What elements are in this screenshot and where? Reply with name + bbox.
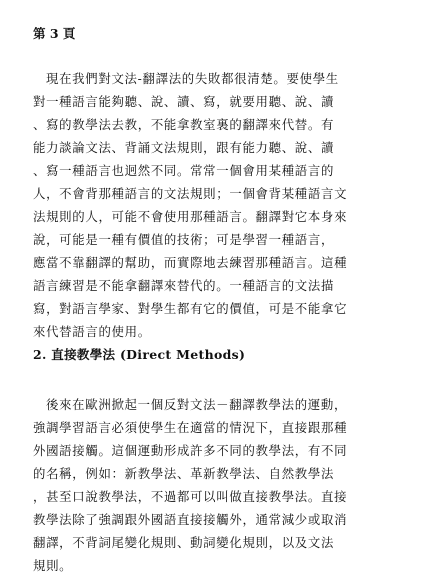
paragraph-line: 、寫一種語言也迥然不同。常常一個會用某種語言的: [33, 163, 335, 178]
paragraph-line: 翻譯，不背詞尾變化規則、動詞變化規則，以及文法: [33, 535, 335, 550]
paragraph-line: 能力談論文法、背誦文法規則，跟有能力聽、說、讀: [33, 140, 335, 155]
paragraph-2: [33, 393, 393, 577]
paragraph-line: 來代替語言的使用。: [33, 324, 151, 339]
paragraph-line: 強調學習語言必須使學生在適當的情況下，直接跟那種: [33, 420, 348, 435]
paragraph-line: 應當不靠翻譯的幫助，而實際地去練習那種語言。這種: [33, 255, 348, 270]
paragraph-line: 、寫的教學法去教，不能拿教室裏的翻譯來代替。有: [33, 117, 335, 132]
paragraph-line: 法規則的人，可能不會使用那種語言。翻譯對它本身來: [33, 209, 348, 224]
paragraph-line: 教學法除了強調跟外國語直接接觸外，通常減少或取消: [33, 512, 348, 527]
paragraph-line: 規則。: [33, 558, 73, 573]
section-heading: 2. 直接教學法 (Direct Methods): [33, 347, 246, 362]
paragraph-line: 的名稱，例如：新教學法、革新教學法、自然教學法: [33, 466, 335, 481]
paragraph-line: 寫，對語言學家、對學生都有它的價值，可是不能拿它: [33, 301, 348, 316]
paragraph-line: 外國語接觸。這個運動形成許多不同的教學法，有不同: [33, 443, 348, 458]
paragraph-line: ，甚至口說教學法，不過都可以叫做直接教學法。直接: [33, 489, 348, 504]
paragraph-line: 對一種語言能夠聽、說、讀、寫，就要用聽、說、讀: [33, 94, 335, 109]
paragraph-line: 說，可能是一種有價值的技術；可是學習一種語言，: [33, 232, 335, 247]
paragraph-1: [33, 67, 393, 343]
paragraph-line: 後來在歐洲掀起一個反對文法－翻譯教學法的運動，: [46, 397, 348, 412]
paragraph-line: 語言練習是不能拿翻譯來替代的。一種語言的文法描: [33, 278, 335, 293]
paragraph-line: 人，不會背那種語言的文法規則；一個會背某種語言文: [33, 186, 348, 201]
page-label: 第 3 頁: [33, 26, 76, 41]
paragraph-line: 現在我們對文法-翻譯法的失敗都很清楚。要使學生: [46, 71, 339, 86]
